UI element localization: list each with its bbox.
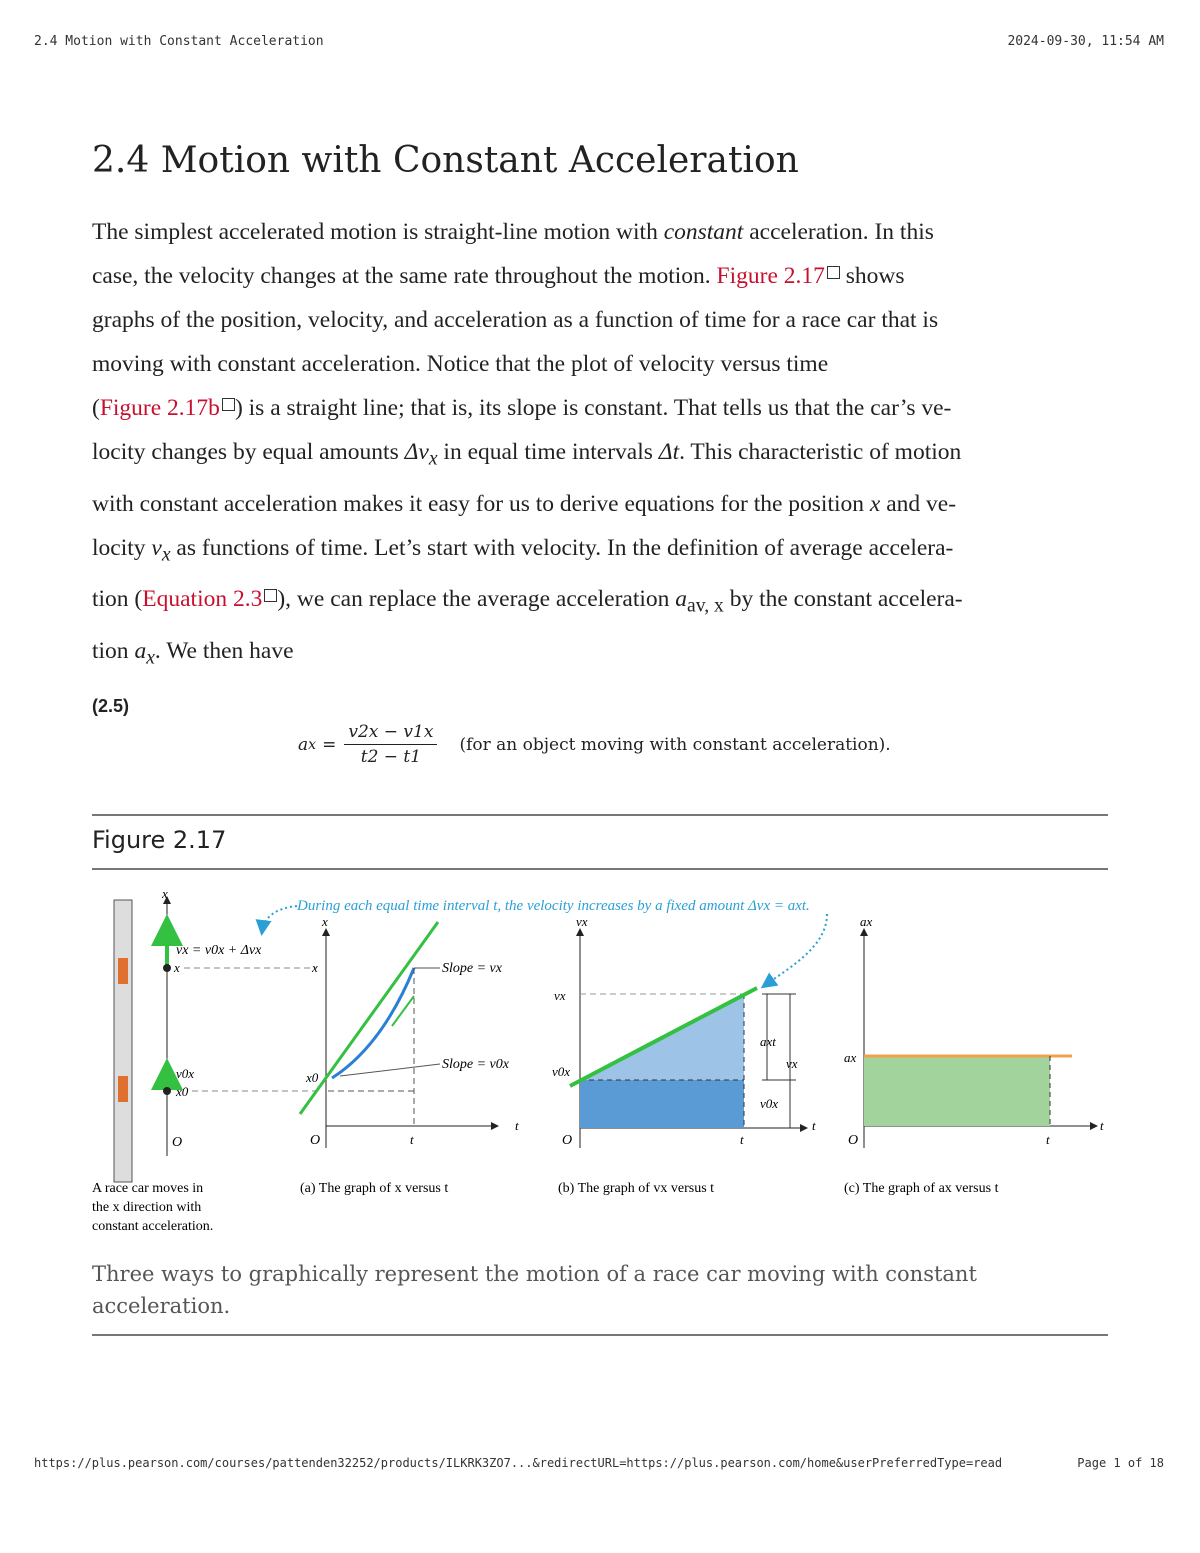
divider [92,814,1108,816]
figure-2-17b-link[interactable]: Figure 2.17b [99,395,220,421]
svg-text:t: t [1100,1118,1104,1133]
figure-2-17-image [92,886,1108,1236]
car-caption-3: constant acceleration. [92,1219,214,1234]
footer-page-number: Page 1 of 18 [1077,1456,1164,1470]
equation-number: (2.5) [92,696,130,716]
svg-text:x: x [312,960,318,975]
svg-text:v0x: v0x [760,1096,779,1111]
panel-c-caption: (c) The graph of ax versus t [844,1181,999,1196]
svg-text:v0x: v0x [176,1066,195,1081]
svg-text:O: O [310,1133,321,1148]
race-track [114,900,132,1182]
slope-vx-label: Slope = vx [442,961,502,976]
svg-text:x0: x0 [306,1070,319,1085]
svg-text:axt: axt [760,1034,776,1049]
svg-text:ax: ax [844,1050,857,1065]
header-doc-title: 2.4 Motion with Constant Acceleration [34,34,324,49]
divider [92,1334,1108,1336]
svg-text:t: t [515,1118,519,1133]
figure-caption: Three ways to graphically represent the motion of a race car moving with constant acceleration. [92,1262,977,1318]
svg-text:x0: x0 [176,1084,189,1099]
body-paragraph: The simplest accelerated motion is straight-line motion with constant acceleration. In this case, the velocity changes at the same rate throughout the motion. Figure 2.17 shows graphs of the position, velocity, and acceleration as a function of time for a race car that is moving with constant acceleration. Notice that the plot of velocity versus time (Figure 2.17b ) is a straight line; that is, its slope is constant. That tells us that the car’s ve- locity changes by equal amounts $\Delta v_x$ in equal time intervals Δt. This characteristic of motion with constant acceleration makes it easy for us to derive equations for the position x and ve- locity $v_x$ as functions of time. Let’s start with velocity. In the definition of average accelera- tion (Equation 2.3 ), we can replace the average acceleration $a_{av, x}$ by the constant accelera- tion $a_x$. We then have [92,219,963,669]
svg-text:ax: ax [860,914,873,929]
external-link-icon[interactable] [264,589,277,602]
svg-text:t: t [812,1118,816,1133]
svg-text:O: O [562,1133,573,1148]
header-datetime: 2024-09-30, 11:54 AM [1007,34,1164,49]
car-velocity-label: vx = v0x + Δvx [176,943,262,958]
panel-a-caption: (a) The graph of x versus t [300,1181,449,1196]
figure-2-17-link[interactable]: Figure 2.17 [716,263,825,289]
svg-text:x: x [162,886,168,901]
equation-2-5: a x = $\frac{v2x - v1x}{t2 - t1}$ (for an object moving with constant acceleration). [298,722,891,767]
svg-text:v0x: v0x [552,1064,571,1079]
svg-text:x: x [322,914,328,929]
footer-url[interactable]: https://plus.pearson.com/courses/pattenden32252/products/ILKRK3ZO7...&redirectURL=https://plus.pearson.com/home&userPreferredType=read [34,1456,1003,1470]
equation-2-3-link[interactable]: Equation 2.3 [142,586,263,613]
figure-banner: During each equal time interval t, the velocity increases by a fixed amount Δvx = axt. [297,898,810,914]
svg-text:x: x [174,960,180,975]
svg-text:t: t [410,1132,414,1147]
race-car-icon [118,1076,128,1102]
svg-text:vx: vx [576,914,588,929]
panel-b-caption: (b) The graph of vx versus t [558,1181,715,1196]
race-car-icon [118,958,128,984]
svg-text:vx: vx [786,1056,798,1071]
figure-label: Figure 2.17 [92,826,227,854]
svg-text:t: t [740,1132,744,1147]
external-link-icon[interactable] [222,398,235,411]
divider [92,868,1108,870]
car-caption-1: A race car moves in [92,1181,204,1196]
car-caption-2: the x direction with [92,1200,202,1215]
svg-text:O: O [172,1135,183,1150]
page-title: 2.4 Motion with Constant Acceleration [92,140,799,181]
slope-v0x-label: Slope = v0x [442,1057,509,1072]
svg-text:t: t [1046,1132,1050,1147]
svg-text:O: O [848,1133,859,1148]
svg-text:vx: vx [554,988,566,1003]
external-link-icon[interactable] [827,266,840,279]
